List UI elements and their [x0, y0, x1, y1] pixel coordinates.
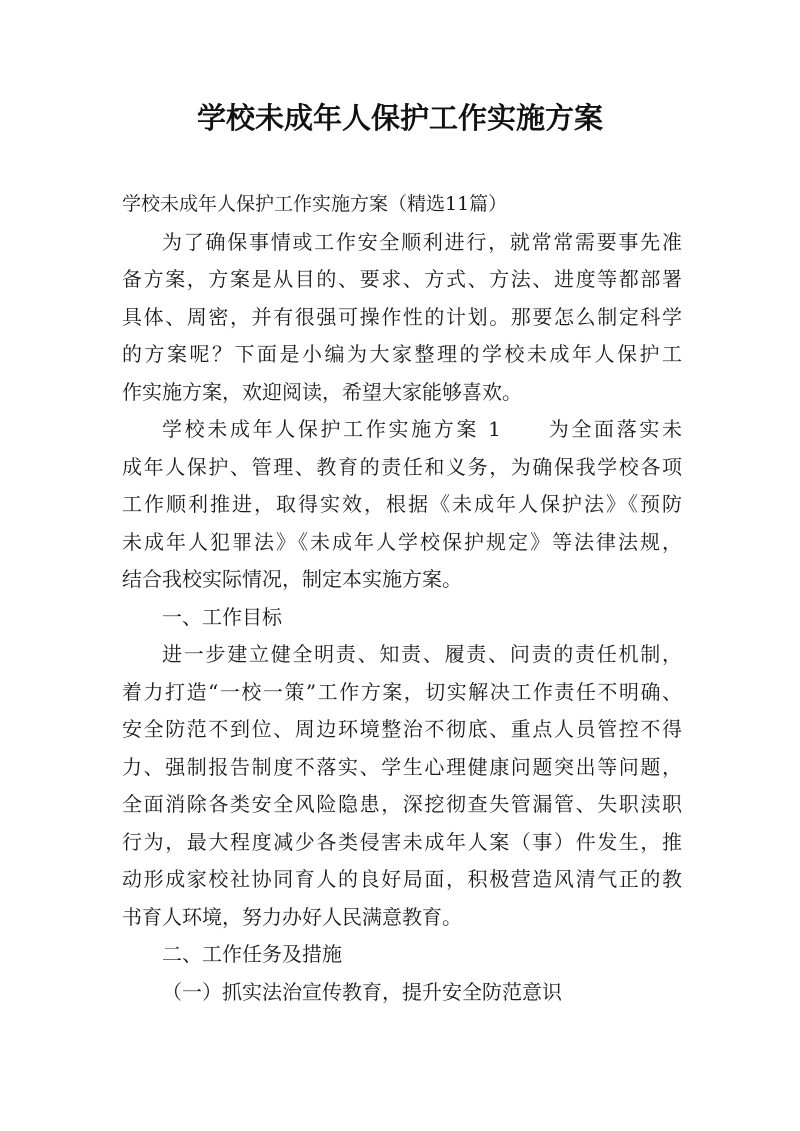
section-heading: 一、工作目标	[162, 604, 282, 629]
document-body	[122, 186, 682, 1011]
paragraph-line: 力、强制报告制度不落实、学生心理健康问题突出等问题，	[122, 754, 682, 779]
paragraph-line: 未成年人犯罪法》《未成年人学校保护规定》等法律法规，	[122, 529, 682, 554]
paragraph-line: 作实施方案，欢迎阅读，希望大家能够喜欢。	[122, 379, 522, 404]
document-subtitle-line: 学校未成年人保护工作实施方案（精选11篇）	[122, 193, 508, 215]
paragraph-line: 为了确保事情或工作安全顺利进行，就常常需要事先准	[162, 229, 682, 254]
paragraph-line: 学校未成年人保护工作实施方案 1 为全面落实未	[162, 417, 682, 441]
paragraph-line: 进一步建立健全明责、知责、履责、问责的责任机制，	[162, 642, 682, 666]
paragraph-line: 动形成家校社协同育人的良好局面，积极营造风清气正的教	[122, 867, 682, 891]
paragraph-line: 行为，最大程度减少各类侵害未成年人案（事）件发生，推	[122, 829, 682, 854]
paragraph-line: 安全防范不到位、周边环境整治不彻底、重点人员管控不得	[122, 717, 682, 741]
paragraph-line: 全面消除各类安全风险隐患，深挖彻查失管漏管、失职渎职	[122, 792, 682, 816]
paragraph-line: 具体、周密，并有很强可操作性的计划。那要怎么制定科学	[122, 304, 682, 329]
document-title: 学校未成年人保护工作实施方案	[196, 101, 603, 135]
paragraph-line: 备方案，方案是从目的、要求、方式、方法、进度等都部署	[122, 267, 682, 291]
subsection-heading: （一）抓实法治宣传教育，提升安全防范意识	[162, 979, 562, 1004]
paragraph-line: 的方案呢？下面是小编为大家整理的学校未成年人保护工	[122, 342, 682, 366]
paragraph-line: 书育人环境，努力办好人民满意教育。	[122, 904, 462, 929]
section-heading: 二、工作任务及措施	[162, 942, 342, 966]
paragraph-line: 着力打造“一校一策”工作方案，切实解决工作责任不明确、	[122, 679, 682, 704]
paragraph-line: 结合我校实际情况，制定本实施方案。	[122, 567, 462, 591]
paragraph-line: 成年人保护、管理、教育的责任和义务，为确保我学校各项	[122, 454, 682, 479]
paragraph-line: 工作顺利推进，取得实效，根据《未成年人保护法》《预防	[122, 492, 682, 516]
